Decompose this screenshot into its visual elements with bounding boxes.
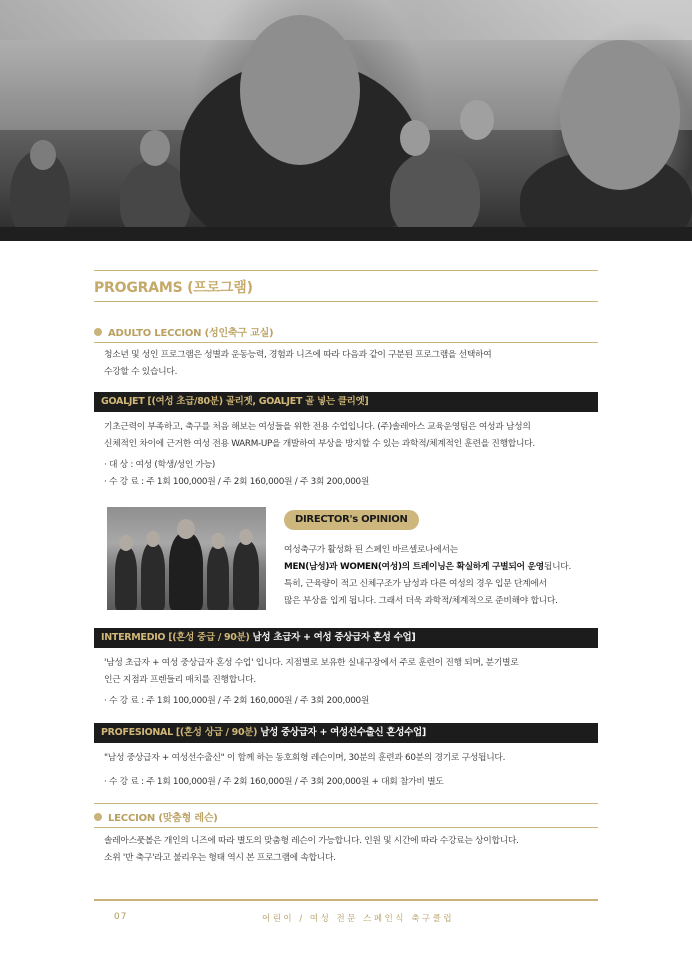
director-opinion-badge: DIRECTOR's OPINION (284, 510, 419, 530)
leccion-title: LECCION (맞춤형 레슨) (108, 813, 218, 824)
leccion-top-rule (94, 803, 598, 804)
top-rule (94, 270, 598, 271)
profesional-bar: PROFESIONAL [(혼성 상급 / 90분) 남성 중상급자 + 여성선수출신 혼성수업] (94, 723, 598, 743)
page-number: 07 (114, 912, 128, 922)
bullet-dot-icon (94, 328, 102, 336)
page-title: PROGRAMS (프로그램) (94, 280, 253, 296)
goaljet-bar: GOALJET [(여성 초급/80분) 골리젯, GOALJET 골 넣는 클리엣] (94, 392, 598, 412)
adulto-desc: 청소년 및 성인 프로그램은 성별과 운동능력, 경험과 니즈에 따라 다음과 같이 구분된 프로그램을 선택하여 수강할 수 있습니다. (104, 350, 492, 377)
profesional-fee: · 수 강 료 : 주 1회 100,000원 / 주 2회 160,000원 / 주 3회 200,000원 + 대회 참가비 별도 (104, 777, 444, 787)
footer-rule (94, 899, 598, 901)
goaljet-desc: 기초근력이 부족하고, 축구를 처음 해보는 여성들을 위한 전용 수업입니다. (주)솔레아스 교육운영팀은 여성과 남성의 신체적인 차이에 근거한 여성 전용 WARM-UP을 개발하여 부상을 방지할 수 있는 과학적/체계적인 훈련을 진행합니다. (104, 422, 535, 449)
intermedio-bar: INTERMEDIO [(혼성 중급 / 90분) 남성 초급자 + 여성 중상급자 혼성 수업] (94, 628, 598, 648)
adulto-heading (94, 324, 273, 339)
leccion-heading (94, 809, 218, 824)
bullet-dot-icon (94, 813, 102, 821)
leccion-desc: 솔레아스풋볼은 개인의 니즈에 따라 별도의 맞춤형 레슨이 가능합니다. 인원 및 시간에 따라 수강료는 상이합니다. 소위 '반 축구'라고 불리우는 형태 역시 본 프로그램에 속합니다. (104, 836, 519, 863)
footer-text: 어린이 / 여성 전문 스페인식 축구클럽 (262, 914, 455, 924)
adulto-rule (94, 342, 598, 343)
goaljet-fee: · 수 강 료 : 주 1회 100,000원 / 주 2회 160,000원 / 주 3회 200,000원 (104, 477, 370, 487)
profesional-desc: "남성 중상급자 + 여성선수출신" 이 함께 하는 동호회형 레슨이며, 30분의 훈련과 60분의 경기로 구성됩니다. (104, 753, 506, 763)
goaljet-details (104, 457, 369, 491)
title-rule (94, 301, 598, 302)
intermedio-desc: '남성 초급자 + 여성 중상급자 혼성 수업' 입니다. 지점별로 보유한 실내구장에서 주로 훈련이 진행 되며, 분기별로 인근 지점과 프렌들리 매치를 진행합니다. (104, 658, 519, 685)
leccion-rule (94, 827, 598, 828)
director-text: 여성축구가 활성화 된 스페인 바르셀로나에서는 MEN(남성)과 WOMEN(여성)의 트레이닝은 확실하게 구별되어 운영됩니다. 특히, 근육량이 적고 신체구조가 남성과 다른 여성의 경우 입문 단계에서 많은 부상을 입게 됩니다. 그래서 더욱 과학적/체계적으로 준비해야 합니다. (284, 545, 571, 606)
training-photo (107, 507, 266, 610)
intermedio-fee: · 수 강 료 : 주 1회 100,000원 / 주 2회 160,000원 / 주 3회 200,000원 (104, 696, 370, 706)
goaljet-target: · 대 상 : 여성 (학생/성인 가능) (104, 460, 216, 470)
hero-photo (0, 0, 692, 241)
adulto-title: ADULTO LECCION (성인축구 교실) (108, 328, 274, 339)
